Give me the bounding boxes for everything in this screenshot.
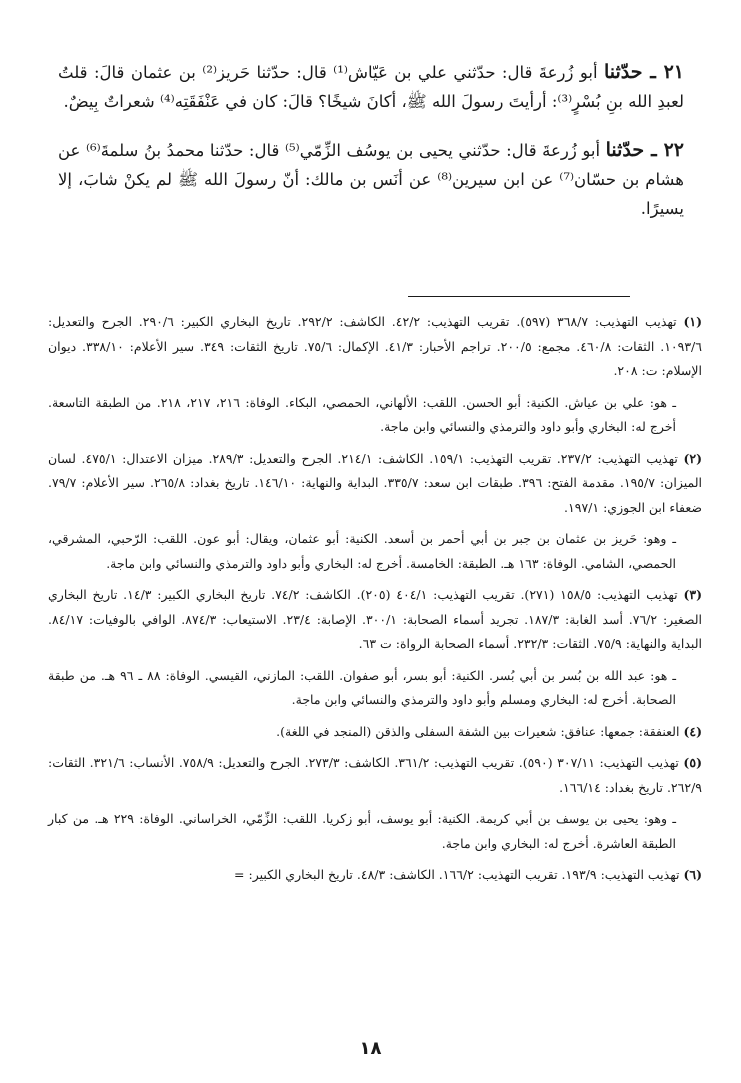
footnote-2	[48, 447, 702, 521]
page-number: ١٨	[359, 1038, 382, 1059]
footnotes	[48, 310, 702, 895]
footnote-separator	[408, 296, 630, 297]
footnote-3-bio: ـ هو: عبد الله بن بُسر بن أبي بُسر. الكنية: أبو بسر، أبو صفوان. اللقب: المازني، القيسي. الوفاة: ٨٨ ـ ٩٦ هـ. من طبقة الصحابة. أخرج له: البخاري ومسلم وأبو داود والترمذي والنسائي وابن ماجة.	[48, 667, 676, 707]
footnote-text: تهذيب التهذيب: ٢٣٧/٢. تقريب التهذيب: ١٥٩/١. الكاشف: ٢١٤/١. الجرح والتعديل: ٢٨٩/٣. ميزان الاعتدال: ٤٧٥/١. لسان الميزان: ١٩٥/٧. مقدمة الفتح: ٣٩٦. طبقات ابن سعد: ٣٣٥/٧. البداية والنهاية: ١٤٦/١٠. تاريخ بغداد: ٢٦٥/٨. سير الأعلام: ٧٩/٧. ضعفاء ابن الجوزي: ١٩٧/١.	[48, 450, 703, 515]
footnote-2-bio: ـ وهو: حَريز بن عثمان بن جبر بن أبي أحمر بن أسعد. الكنية: أبو عثمان، ويقال: أبو عون. اللقب: الرّحبي، المشرقي، الحمصي، الشامي. الوفاة: ١٦٣ هـ. الطبقة: الخامسة. أخرج له: البخاري وأبو داود والترمذي والنسائي وابن ماجة.	[48, 531, 676, 571]
main-text	[58, 58, 684, 243]
footnote-6	[48, 863, 702, 888]
footnote-text: تهذيب التهذيب: ١٥٨/٥ (٢٧١). تقريب التهذيب: ٤٠٤/١ (٢٠٥). الكاشف: ٧٤/٢. تاريخ البخاري الكبير: ١٤/٣. تاريخ البخاري الصغير: ٧٦/٢. أسد الغابة: ١٨٧/٣. تجريد أسماء الصحابة: ٣٠٠/١. الإصابة: ٢٣/٤. الاستيعاب: ٨٧٤/٣. الوافي بالوفيات: ٨٤/١٧. البداية والنهاية: ٧٥/٩. الثقات: ٢٣٢/٣. أسماء الصحابة الرواة: ت ٦٣.	[48, 587, 702, 651]
footnote-5-bio: ـ وهو: يحيى بن يوسف بن أبي كريمة. الكنية: أبو يوسف، أبو زكريا. اللقب: الزِّمّي، الخراساني. الوفاة: ٢٢٩ هـ. من كبار الطبقة العاشرة. أخرج له: البخاري وابن ماجة.	[48, 811, 676, 851]
hadith-22	[58, 136, 684, 223]
footnote-number: (٥)	[683, 755, 702, 770]
footnote-number: (٣)	[683, 587, 703, 602]
hadith-21-text: أبو زُرعةَ قال: حدّثني علي بن عَيّاش⁽¹⁾ قال: حدّثنا حَريز⁽²⁾ بن عثمان قالَ: قلتُ لعبدِ الله بنِ بُسْرٍ⁽³⁾: أرأيتَ رسولَ الله ﷺ، أكانَ شيخًا؟ قالَ: كان في عَنْفَقَتِه⁽⁴⁾ شعراتٌ بِيضٌ.	[58, 63, 684, 111]
footnote-number: (١)	[683, 314, 702, 329]
footnote-text: العنفقة: جمعها: عنافق: شعيرات بين الشفة السفلى والذقن (المنجد في اللغة).	[276, 723, 680, 739]
footnote-number: (٢)	[683, 450, 702, 466]
footnote-number: (٤)	[683, 723, 702, 739]
footnote-3	[48, 583, 702, 657]
footnote-1-bio: ـ هو: علي بن عياش. الكنية: أبو الحسن. اللقب: الألهاني، الحمصي، البكاء. الوفاة: ٢١٦، ٢١٧، ٢١٨. من الطبقة التاسعة. أخرج له: البخاري وأبو داود والترمذي والنسائي وابن ماجة.	[48, 394, 677, 434]
footnote-text: تهذيب التهذيب: ١٩٣/٩. تقريب التهذيب: ١٦٦/٢. الكاشف: ٤٨/٣. تاريخ البخاري الكبير: =	[234, 867, 680, 882]
footnote-number: (٦)	[683, 867, 702, 882]
footnote-text: تهذيب التهذيب: ٣٠٧/١١ (٥٩٠). تقريب التهذيب: ٣٦١/٢. الكاشف: ٢٧٣/٣. الجرح والتعديل: ٧٥٨/٩. الأنساب: ٣٢١/٦. الثقات: ٢٦٢/٩. تاريخ بغداد: ١٦٦/١٤.	[48, 755, 702, 795]
hadith-21	[58, 58, 684, 116]
hadith-22-text: أبو زُرعةَ قال: حدّثني يحيى بن يوسُف الزِّمّي⁽⁵⁾ قال: حدّثنا محمدُ بنُ سلمةَ⁽⁶⁾ عن هشام بن حسّان⁽⁷⁾ عن ابن سيرين⁽⁸⁾ عن أنَس بن مالك: أنّ رسولَ الله ﷺ لم يكنْ شابَ، إلا يسيرًا.	[58, 141, 684, 218]
footnote-1	[48, 310, 702, 384]
footnote-5	[48, 751, 702, 800]
footnote-4	[48, 720, 702, 745]
hadith-21-heading: ٢١ ـ حدّثنا	[603, 61, 685, 83]
hadith-22-heading: ٢٢ ـ حدّثنا	[605, 139, 685, 161]
footnote-text: تهذيب التهذيب: ٣٦٨/٧ (٥٩٧). تقريب التهذيب: ٤٢/٢. الكاشف: ٢٩٢/٢. تاريخ البخاري الكبير: ٢٩٠/٦. الجرح والتعديل: ١٠٩٣/٦. الثقات: ٤٦٠/٨. مجمع: ٢٠٠/٥. تراجم الأحبار: ٤١/٣. الإكمال: ٧٥/٦. تاريخ الثقات: ٣٤٩. سير الأعلام: ٣٣٨/١٠. ديوان الإسلام: ت: ٢٠٨.	[48, 314, 702, 378]
